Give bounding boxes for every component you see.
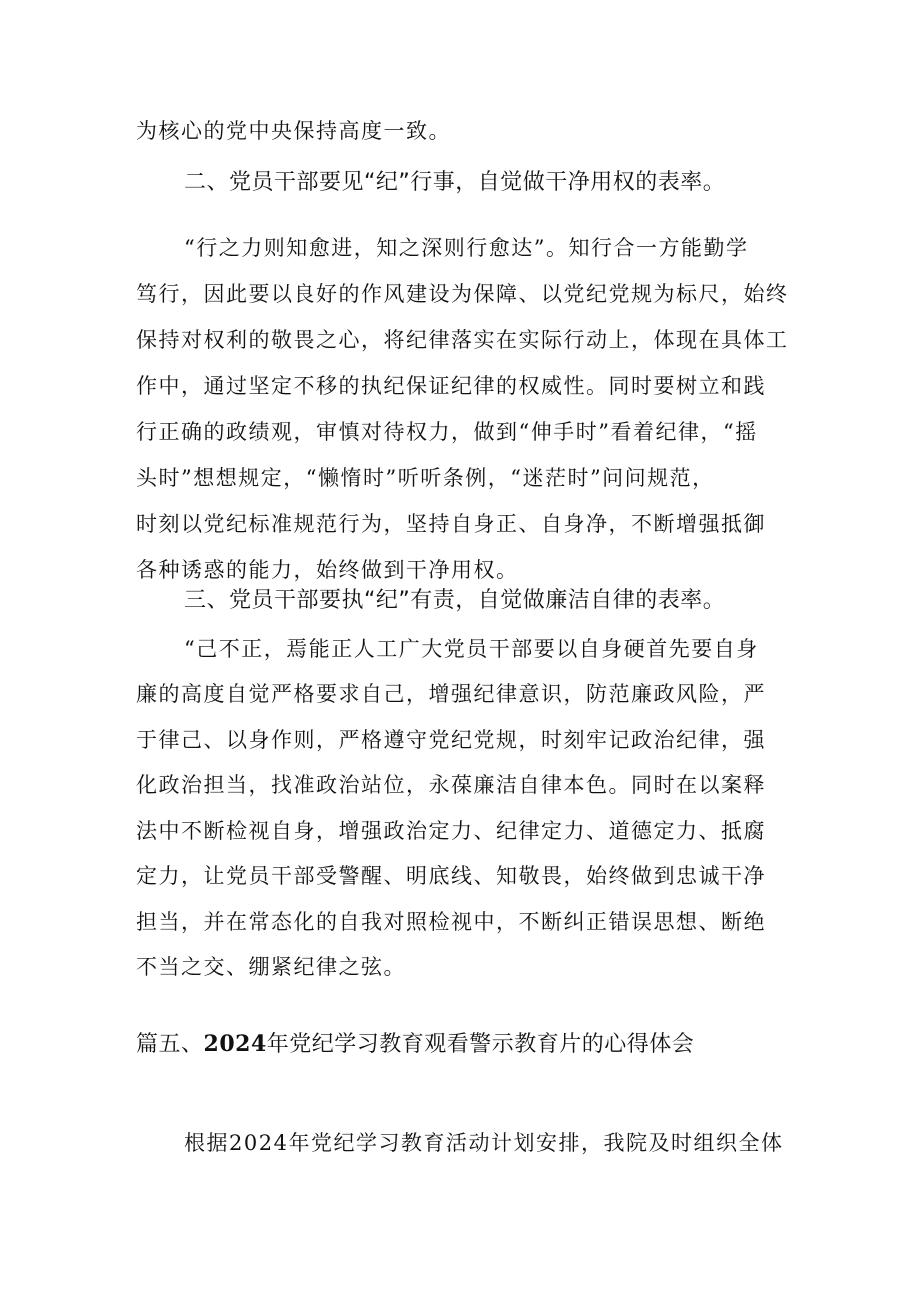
paragraph-line: 作中，通过坚定不移的执纪保证纪律的权威性。同时要树立和践 bbox=[136, 374, 766, 398]
paragraph-line: 化政治担当，找准政治站位，永葆廉洁自律本色。同时在以案释 bbox=[136, 773, 766, 797]
article-title-year: 2024 bbox=[203, 1031, 267, 1057]
article-title-rest: 年党纪学习教育观看警示教育片的心得体会 bbox=[266, 1032, 695, 1057]
paragraph-line: 为核心的党中央保持高度一致。 bbox=[136, 119, 451, 143]
paragraph-line: 根据2024年党纪学习教育活动计划安排，我院及时组织全体 bbox=[184, 1131, 784, 1155]
article-title bbox=[136, 1029, 786, 1060]
paragraph-line: 行正确的政绩观，审慎对待权力，做到“伸手时”看着纪律，“摇 bbox=[136, 420, 758, 444]
paragraph-line: 笃行，因此要以良好的作风建设为保障、以党纪党规为标尺，始终 bbox=[136, 282, 789, 306]
paragraph-line: “己不正，焉能正人工广大党员干部要以自身硬首先要自身 bbox=[184, 637, 759, 661]
paragraph-line: 于律己、以身作则，严格遵守党纪党规，时刻牢记政治纪律，强 bbox=[136, 728, 766, 752]
paragraph-line: 保持对权利的敬畏之心，将纪律落实在实际行动上，体现在具体工 bbox=[136, 328, 789, 352]
article-title-prefix: 篇五、 bbox=[136, 1032, 204, 1057]
paragraph-line: 担当，并在常态化的自我对照检视中，不断纠正错误思想、断绝 bbox=[136, 910, 766, 934]
paragraph-line: 法中不断检视自身，增强政治定力、纪律定力、道德定力、抵腐 bbox=[136, 819, 766, 843]
paragraph-line: 廉的高度自觉严格要求自己，增强纪律意识，防范廉政风险，严 bbox=[136, 682, 766, 706]
paragraph-line: 不当之交、绷紧纪律之弦。 bbox=[136, 955, 406, 979]
paragraph-line: 时刻以党纪标准规范行为，坚持自身正、自身净，不断增强抵御 bbox=[136, 512, 766, 536]
paragraph-line: “行之力则知愈进，知之深则行愈达”。知行合一方能勤学 bbox=[184, 236, 749, 260]
paragraph-line: 定力，让党员干部受警醒、明底线、知敬畏，始终做到忠诚干净 bbox=[136, 864, 766, 888]
paragraph-line: 各种诱惑的能力，始终做到干净用权。 bbox=[136, 558, 519, 582]
paragraph-line: 头时”想想规定，“懒惰时”听听条例，“迷茫时”问问规范， bbox=[136, 466, 715, 490]
section-heading-2: 二、党员干部要见“纪”行事，自觉做干净用权的表率。 bbox=[184, 170, 726, 195]
section-heading-3: 三、党员干部要执“纪”有责，自觉做廉洁自律的表率。 bbox=[184, 588, 726, 613]
